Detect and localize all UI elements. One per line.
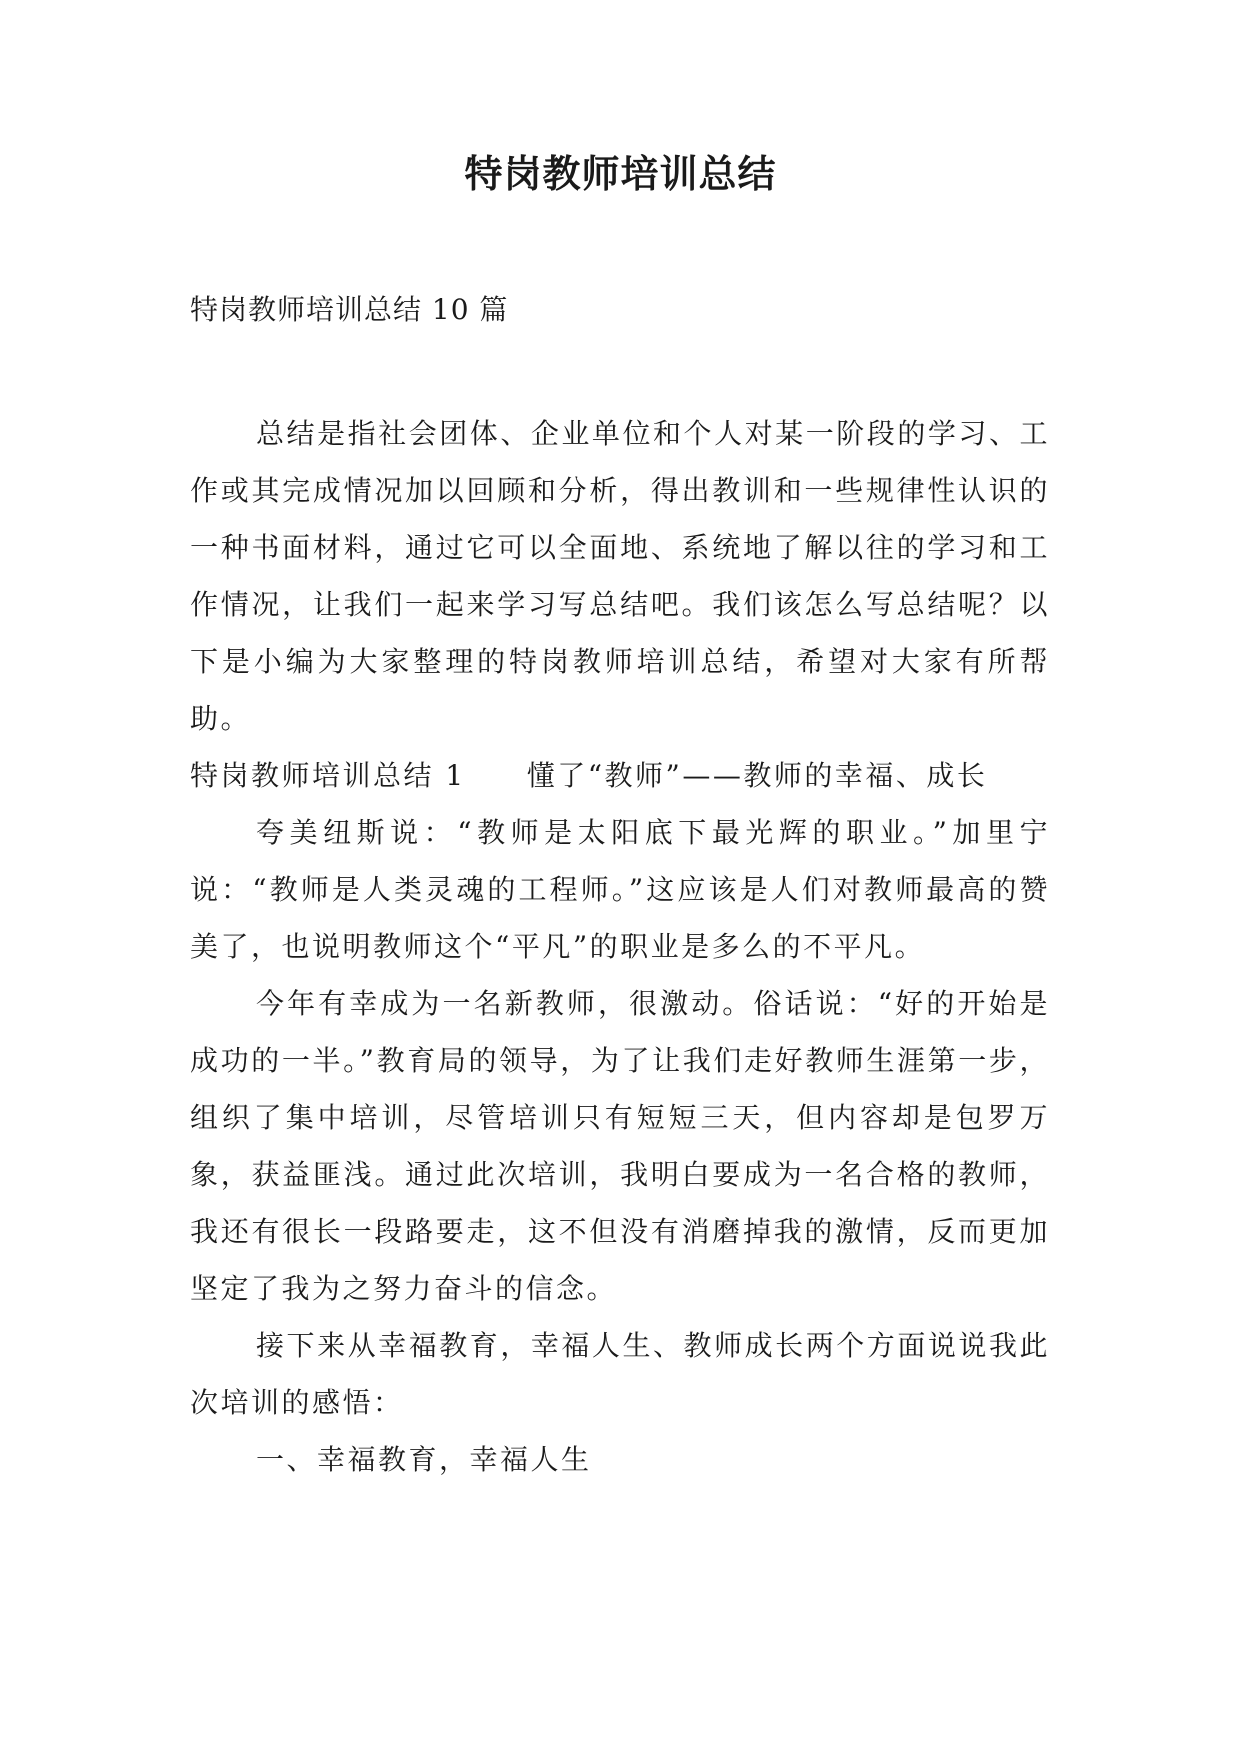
document-title: 特岗教师培训总结 (464, 152, 777, 196)
body-paragraph: 接下来从幸福教育，幸福人生、教师成长两个方面说说我此次培训的感悟： (190, 1329, 1050, 1419)
document-subtitle: 特岗教师培训总结 10 篇 (190, 293, 509, 326)
body-paragraph: 今年有幸成为一名新教师，很激动。俗话说：“好的开始是成功的一半。”教育局的领导，为了让我们走好教师生涯第一步，组织了集中培训，尽管培训只有短短三天，但内容却是包罗万象，获益匪浅。通过此次培训，我明白要成为一名合格的教师，我还有很长一段路要走，这不但没有消磨掉我的激情，反而更加坚定了我为之努力奋斗的信念。 (190, 987, 1050, 1305)
subsection-heading: 一、幸福教育，幸福人生 (256, 1443, 592, 1476)
document-body (190, 405, 1050, 1488)
section-heading: 特岗教师培训总结 1 懂了“教师”——教师的幸福、成长 (190, 759, 988, 792)
intro-paragraph: 总结是指社会团体、企业单位和个人对某一阶段的学习、工作或其完成情况加以回顾和分析，得出教训和一些规律性认识的一种书面材料，通过它可以全面地、系统地了解以往的学习和工作情况，让我们一起来学习写总结吧。我们该怎么写总结呢？以下是小编为大家整理的特岗教师培训总结，希望对大家有所帮助。 (190, 417, 1050, 735)
body-paragraph: 夸美纽斯说：“教师是太阳底下最光辉的职业。”加里宁说：“教师是人类灵魂的工程师。”这应该是人们对教师最高的赞美了，也说明教师这个“平凡”的职业是多么的不平凡。 (190, 816, 1050, 963)
